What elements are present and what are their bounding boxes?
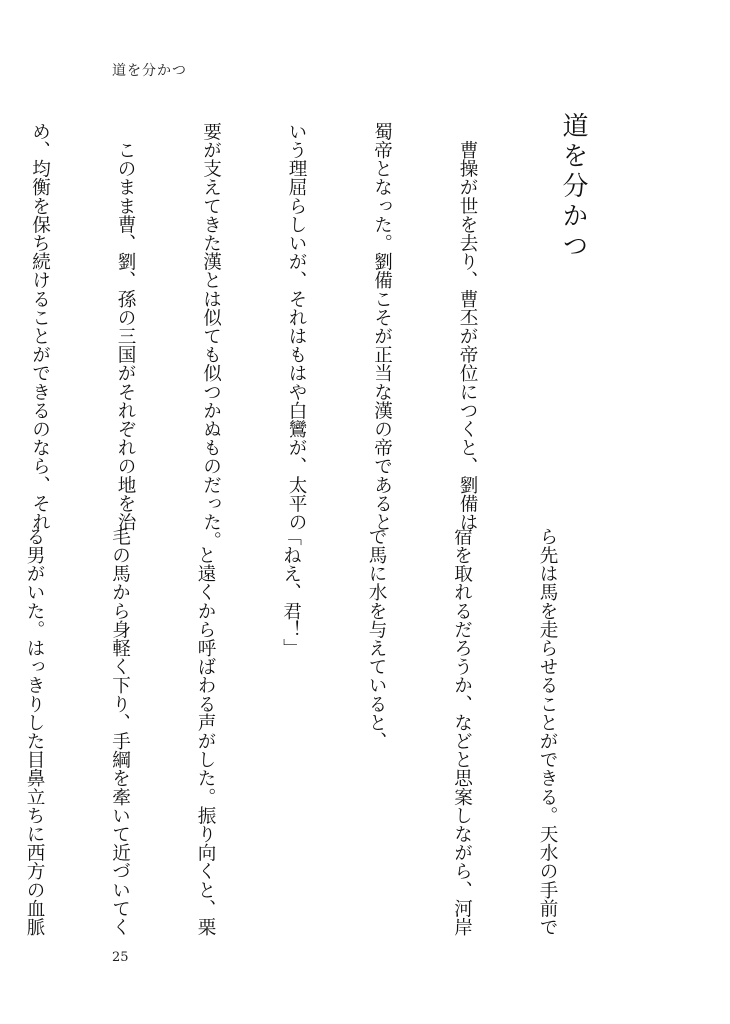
text-column: め、均衡を保ち続けることができるのなら、それ (29, 122, 51, 532)
text-column: で馬に水を与えていると、 (366, 527, 387, 751)
text-column: と遠くから呼ばわる声がした。振り向くと、栗 (195, 527, 216, 937)
text-column: 宿を取れるだろうか、などと思案しながら、河岸 (451, 527, 473, 937)
text-column: このまま曹、劉、孫の三国がそれぞれの地を治 (115, 122, 136, 532)
text-column: 毛の馬から身軽く下り、手綱を牽いて近づいてく (109, 527, 131, 937)
chapter-title: 道を分かつ (558, 112, 588, 262)
text-column: 要が支えてきた漢とは似ても似つかぬものだった。 (200, 122, 222, 550)
text-column: いう理屈らしいが、それはもはや白鸞が、太平の (286, 122, 307, 532)
running-head: 道を分かつ (112, 63, 187, 79)
body-text-lower (0, 527, 618, 937)
text-column: 蜀帝となった。劉備こそが正当な漢の帝であると (371, 122, 393, 532)
page-number: 25 (112, 950, 129, 965)
text-column: ら先は馬を走らせることができる。天水の手前で (537, 527, 558, 937)
text-column: る男がいた。はっきりした目鼻立ちに西方の血脈 (24, 527, 45, 937)
text-column: 曹操が世を去り、曹丕が帝位につくと、劉備は (457, 122, 478, 532)
text-column: 「ねえ、君！」 (280, 527, 302, 658)
body-text-upper (0, 122, 538, 550)
